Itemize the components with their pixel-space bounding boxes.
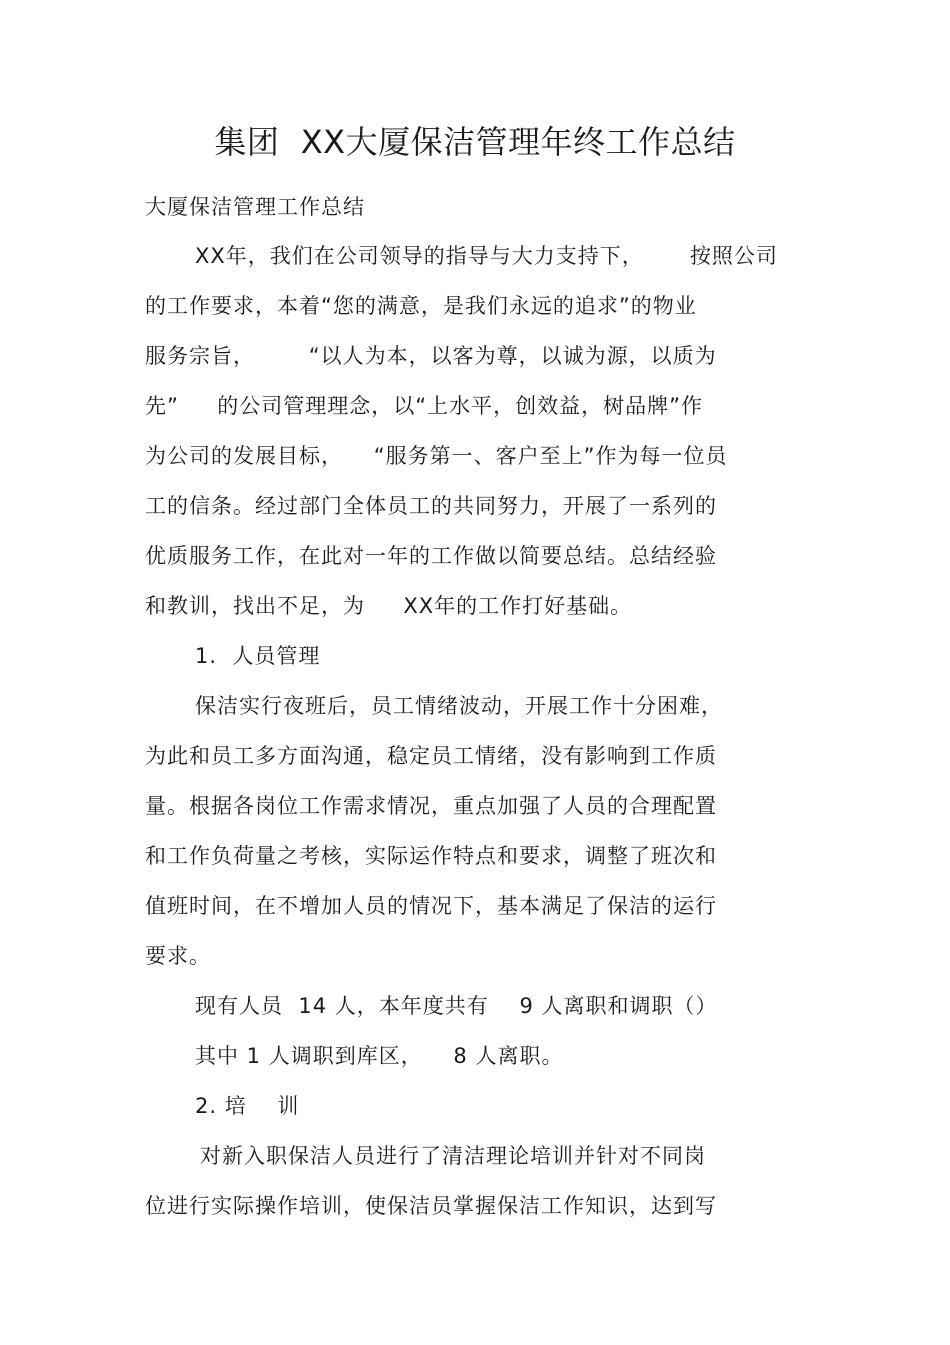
paragraph-line: 保洁实行夜班后，员工情绪波动，开展工作十分困难，: [195, 694, 723, 718]
paragraph-line: 现有人员 14 人，本年度共有 9 人离职和调职（）: [195, 994, 718, 1018]
paragraph-line: 对新入职保洁人员进行了清洁理论培训并针对不同岗: [200, 1144, 706, 1168]
section-heading: 1. 人员管理: [195, 644, 321, 668]
section-heading: 2. 培 训: [195, 1094, 300, 1118]
paragraph-line: 为此和员工多方面沟通，稳定员工情绪，没有影响到工作质: [145, 744, 717, 768]
paragraph-line: 量。根据各岗位工作需求情况，重点加强了人员的合理配置: [145, 794, 717, 818]
paragraph-line: 工的信条。经过部门全体员工的共同努力，开展了一系列的: [145, 494, 717, 518]
paragraph-line: 的工作要求，本着“您的满意，是我们永远的追求”的物业: [145, 294, 697, 318]
document-title: 集团 XX大厦保洁管理年终工作总结: [214, 123, 736, 161]
paragraph-line: 位进行实际操作培训，使保洁员掌握保洁工作知识，达到写: [145, 1194, 717, 1218]
paragraph-line: 先” 的公司管理理念，以“上水平，创效益，树品牌”作: [145, 394, 704, 418]
paragraph-line: XX年，我们在公司领导的指导与大力支持下， 按照公司: [195, 244, 778, 268]
paragraph-line: 服务宗旨， “以人为本，以客为尊，以诚为源，以质为: [145, 344, 717, 368]
paragraph-line: 要求。: [145, 944, 211, 968]
paragraph-line: 值班时间，在不增加人员的情况下，基本满足了保洁的运行: [145, 894, 717, 918]
paragraph-line: 和教训，找出不足，为 XX年的工作打好基础。: [145, 594, 633, 618]
document-subtitle: 大厦保洁管理工作总结: [145, 195, 365, 219]
paragraph-line: 优质服务工作，在此对一年的工作做以简要总结。总结经验: [145, 544, 717, 568]
paragraph-line: 为公司的发展目标， “服务第一、客户至上”作为每一位员: [145, 444, 728, 468]
paragraph-line: 和工作负荷量之考核，实际运作特点和要求，调整了班次和: [145, 844, 717, 868]
paragraph-line: 其中 1 人调职到库区， 8 人离职。: [195, 1044, 564, 1068]
